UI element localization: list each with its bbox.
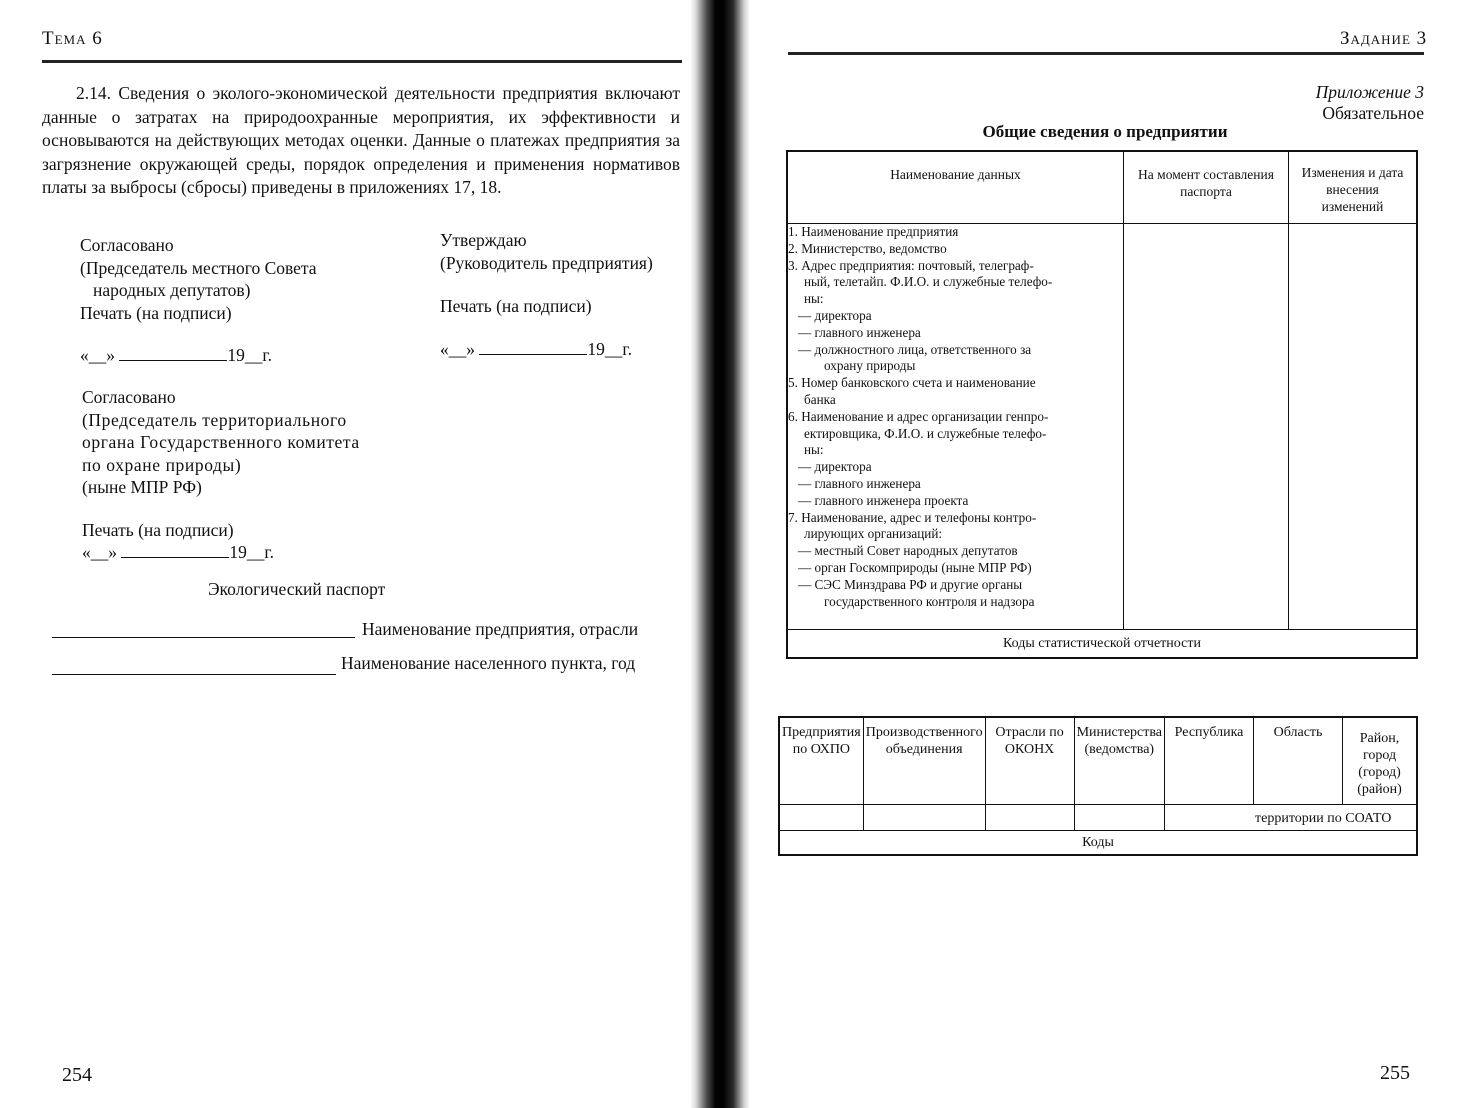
codes-cell — [863, 805, 985, 831]
approval-title: Согласовано — [80, 235, 174, 255]
data-item-line: — директора — [798, 307, 872, 323]
approval-line: народных депутатов) — [93, 280, 251, 300]
data-item-line: — местный Совет народных депутатов — [798, 543, 1018, 559]
codes-header-ministry: Министерства (ведомства) — [1074, 718, 1164, 805]
data-item-line: 1. Наименование предприятия — [788, 224, 959, 239]
codes-cell — [780, 805, 864, 831]
data-item-line: 7. Наименование, адрес и телефоны контро- — [788, 509, 1037, 525]
data-item-line: 3. Адрес предприятия: почтовый, телеграф- — [788, 257, 1034, 273]
date-day: «__» — [80, 345, 115, 365]
data-item-line: охрану природы — [824, 358, 916, 374]
data-item-line: — главного инженера проекта — [798, 492, 969, 508]
date-line — [80, 344, 317, 367]
approval-block-local-council — [80, 234, 317, 367]
approval-title: Утверждаю — [440, 230, 527, 250]
data-item-line: ный, телетайп. Ф.И.О. и служебные телефо- — [804, 274, 1053, 290]
changes-cell — [1289, 224, 1417, 630]
seal-label: Печать (на подписи) — [440, 296, 592, 316]
date-blank — [121, 543, 229, 558]
approval-line: (Председатель территориального — [82, 409, 347, 430]
codes-header-okonh: Отрасли по ОКОНХ — [985, 718, 1074, 805]
data-items-cell — [788, 224, 1124, 630]
codes-footer: Коды — [780, 831, 1417, 855]
date-line — [440, 338, 653, 361]
date-blank — [479, 340, 587, 355]
page-number-left: 254 — [62, 1064, 92, 1086]
left-page — [0, 0, 700, 1108]
mandatory-label: Обязательное — [1322, 103, 1424, 123]
approval-line: (ныне МПР РФ) — [82, 477, 202, 497]
data-item-line: ны: — [804, 442, 824, 458]
enterprise-name-label: Наименование предприятия, отрасли — [362, 619, 639, 639]
data-item-line: — СЭС Минздрава РФ и другие органы — [798, 576, 1023, 592]
data-item-line: 2. Министерство, ведомство — [788, 240, 947, 256]
approval-line: по охране природы) — [82, 454, 242, 475]
codes-cell — [985, 805, 1074, 831]
codes-header-district: Район, город (город) (район) — [1343, 718, 1417, 805]
enterprise-name-blank — [52, 637, 355, 638]
data-item-line: — главного инженера — [798, 324, 921, 340]
approval-line: органа Государственного комитета — [82, 432, 360, 452]
date-day: «__» — [440, 338, 475, 359]
data-item-line: — должностного лица, ответственного за — [798, 341, 1032, 357]
locality-blank — [52, 674, 336, 675]
date-blank — [119, 346, 227, 361]
data-item-line: лирующих организаций: — [804, 526, 943, 542]
appendix-label: Приложение 3 — [1315, 82, 1424, 102]
running-head-left: Тема 6 — [42, 28, 103, 49]
seal-label: Печать (на подписи) — [80, 302, 232, 323]
column-header-at-compile: На момент составления паспорта — [1124, 152, 1289, 224]
soato-label: территории по СОАТО — [1165, 805, 1417, 831]
codes-cell — [1074, 805, 1164, 831]
page-number-right: 255 — [1380, 1062, 1410, 1084]
data-item-line: — директора — [798, 459, 872, 475]
header-rule-left — [42, 60, 682, 63]
approval-block-director — [440, 229, 653, 360]
approval-line: (Председатель местного Совета — [80, 257, 317, 278]
seal-label: Печать (на подписи) — [82, 519, 234, 540]
running-head-right: Задание 3 — [1340, 28, 1428, 49]
data-item-line: банка — [804, 391, 836, 407]
codes-header-association: Производственного объединения — [863, 718, 985, 805]
data-item-line: — орган Госкомприроды (ныне МПР РФ) — [798, 559, 1032, 575]
data-item-line: 5. Номер банковского счета и наименование — [788, 375, 1036, 391]
date-year: 19__г. — [229, 542, 274, 562]
enterprise-info-table — [786, 150, 1418, 659]
approval-block-state-committee — [82, 386, 360, 564]
stat-codes-footer: Коды статистической отчетности — [788, 630, 1417, 658]
data-item-line: 6. Наименование и адрес организации генпро- — [788, 408, 1049, 424]
data-item-line: ектировщика, Ф.И.О. и служебные телефо- — [804, 425, 1047, 441]
paragraph-2-14: 2.14. Сведения о эколого-экономической деятельности предприятия включают данные о затратах на природоохранные мероприятия, их эффективности и основываются на действующих методах оценки. Данные о платежах предприятия за загрязнение окружающей среды, порядок определения и применения нормативов платы за выбросы (сбросы) приведены в приложениях 17, 18. — [42, 83, 680, 197]
column-header-data-name: Наименование данных — [788, 152, 1124, 224]
date-line — [82, 541, 360, 564]
data-item-line: государственного контроля и надзора — [824, 593, 1035, 609]
approval-title: Согласовано — [82, 387, 176, 407]
codes-header-okpo: Предприятия по ОХПО — [780, 718, 864, 805]
table-title: Общие сведения о предприятии — [982, 122, 1228, 141]
locality-label: Наименование населенного пункта, год — [341, 653, 636, 673]
codes-header-oblast: Область — [1254, 718, 1343, 805]
date-year: 19__г. — [227, 345, 272, 365]
data-item-line: — главного инженера — [798, 475, 921, 491]
approval-line: (Руководитель предприятия) — [440, 252, 653, 273]
data-item-line: ны: — [804, 291, 824, 307]
header-rule-right — [788, 52, 1424, 55]
at-compile-cell — [1124, 224, 1289, 630]
date-day: «__» — [82, 542, 117, 562]
codes-header-republic: Республика — [1165, 718, 1254, 805]
codes-table — [778, 716, 1418, 856]
data-items-list — [788, 224, 1123, 610]
date-year: 19__г. — [587, 338, 632, 359]
passport-title: Экологический паспорт — [208, 579, 386, 599]
column-header-changes: Изменения и дата внесения изменений — [1289, 152, 1417, 224]
